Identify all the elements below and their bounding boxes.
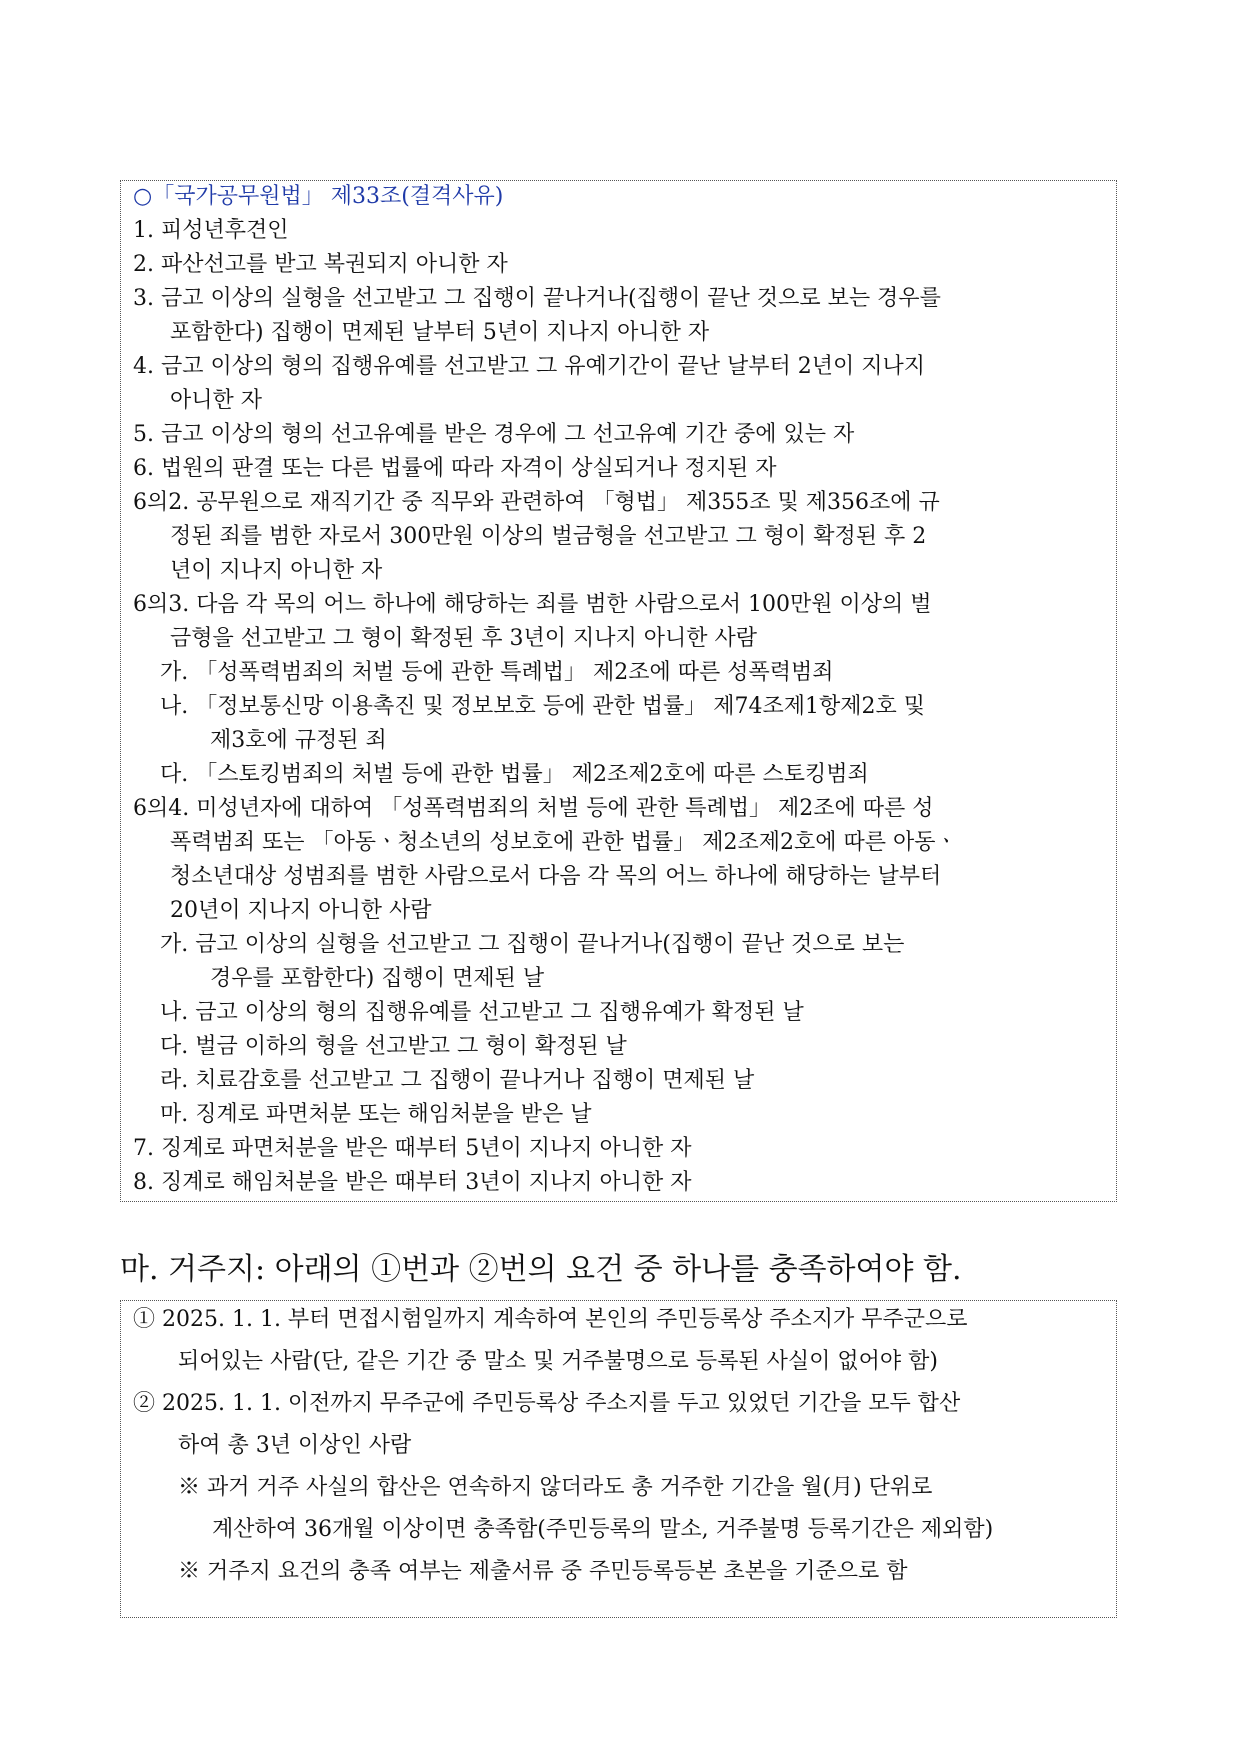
clause-line: 1. 피성년후견인: [133, 218, 289, 243]
clause-line: 6의4. 미성년자에 대하여 「성폭력범죄의 처벌 등에 관한 특례법」 제2조에 따른 성: [133, 796, 934, 821]
subclause-line: 경우를 포함한다) 집행이 면제된 날: [210, 966, 545, 991]
clause-line: 20년이 지나지 아니한 사람: [170, 898, 432, 923]
clause-line: 5. 금고 이상의 형의 선고유예를 받은 경우에 그 선고유예 기간 중에 있는 자: [133, 422, 855, 447]
subclause-line: 라. 치료감호를 선고받고 그 집행이 끝나거나 집행이 면제된 날: [160, 1068, 755, 1093]
clause-line: 정된 죄를 범한 자로서 300만원 이상의 벌금형을 선고받고 그 형이 확정된 후 2: [170, 524, 927, 549]
clause-line: 2. 파산선고를 받고 복권되지 아니한 자: [133, 252, 508, 277]
clause-line: 폭력범죄 또는 「아동ㆍ청소년의 성보호에 관한 법률」 제2조제2호에 따른 아동ㆍ: [170, 830, 957, 855]
clause-line: 년이 지나지 아니한 자: [170, 558, 383, 583]
clause-line: 4. 금고 이상의 형의 집행유예를 선고받고 그 유예기간이 끝난 날부터 2년이 지나지: [133, 354, 925, 379]
residence-note: ※ 거주지 요건의 충족 여부는 제출서류 중 주민등록등본 초본을 기준으로 함: [178, 1559, 908, 1584]
residence-heading: 마. 거주지: 아래의 ①번과 ②번의 요건 중 하나를 충족하여야 함.: [120, 1252, 962, 1287]
clause-line: 아니한 자: [170, 388, 263, 413]
clause-line: 청소년대상 성범죄를 범한 사람으로서 다음 각 목의 어느 하나에 해당하는 날부터: [170, 864, 942, 889]
subclause-line: 다. 벌금 이하의 형을 선고받고 그 형이 확정된 날: [160, 1034, 627, 1059]
clause-line: 금형을 선고받고 그 형이 확정된 후 3년이 지나지 아니한 사람: [170, 626, 757, 651]
residence-line: ② 2025. 1. 1. 이전까지 무주군에 주민등록상 주소지를 두고 있었던 기간을 모두 합산: [133, 1391, 961, 1416]
residence-line: ① 2025. 1. 1. 부터 면접시험일까지 계속하여 본인의 주민등록상 주소지가 무주군으로: [133, 1307, 968, 1332]
clause-line: 6의2. 공무원으로 재직기간 중 직무와 관련하여 「형법」 제355조 및 제356조에 규: [133, 490, 940, 515]
clause-line: 6의3. 다음 각 목의 어느 하나에 해당하는 죄를 범한 사람으로서 100만원 이상의 벌: [133, 592, 932, 617]
subclause-line: 제3호에 규정된 죄: [210, 728, 387, 753]
clause-line: 7. 징계로 파면처분을 받은 때부터 5년이 지나지 아니한 자: [133, 1136, 692, 1161]
residence-line: 하여 총 3년 이상인 사람: [178, 1433, 412, 1458]
subclause-line: 마. 징계로 파면처분 또는 해임처분을 받은 날: [160, 1102, 592, 1127]
subclause-line: 가. 금고 이상의 실형을 선고받고 그 집행이 끝나거나(집행이 끝난 것으로 보는: [160, 932, 905, 957]
subclause-line: 다. 「스토킹범죄의 처벌 등에 관한 법률」 제2조제2호에 따른 스토킹범죄: [160, 762, 869, 787]
residence-note: ※ 과거 거주 사실의 합산은 연속하지 않더라도 총 거주한 기간을 월(月) 단위로: [178, 1475, 933, 1500]
clause-line: 포함한다) 집행이 면제된 날부터 5년이 지나지 아니한 자: [170, 320, 710, 345]
section-title: ○「국가공무원법」 제33조(결격사유): [133, 184, 504, 209]
subclause-line: 나. 금고 이상의 형의 집행유예를 선고받고 그 집행유예가 확정된 날: [160, 1000, 804, 1025]
subclause-line: 가. 「성폭력범죄의 처벌 등에 관한 특례법」 제2조에 따른 성폭력범죄: [160, 660, 834, 685]
clause-line: 3. 금고 이상의 실형을 선고받고 그 집행이 끝나거나(집행이 끝난 것으로 보는 경우를: [133, 286, 941, 311]
clause-line: 6. 법원의 판결 또는 다른 법률에 따라 자격이 상실되거나 정지된 자: [133, 456, 777, 481]
residence-line: 되어있는 사람(단, 같은 기간 중 말소 및 거주불명으로 등록된 사실이 없어야 함): [178, 1349, 938, 1374]
clause-line: 8. 징계로 해임처분을 받은 때부터 3년이 지나지 아니한 자: [133, 1170, 692, 1195]
subclause-line: 나. 「정보통신망 이용촉진 및 정보보호 등에 관한 법률」 제74조제1항제2호 및: [160, 694, 925, 719]
residence-note: 계산하여 36개월 이상이면 충족함(주민등록의 말소, 거주불명 등록기간은 제외함): [212, 1517, 994, 1542]
